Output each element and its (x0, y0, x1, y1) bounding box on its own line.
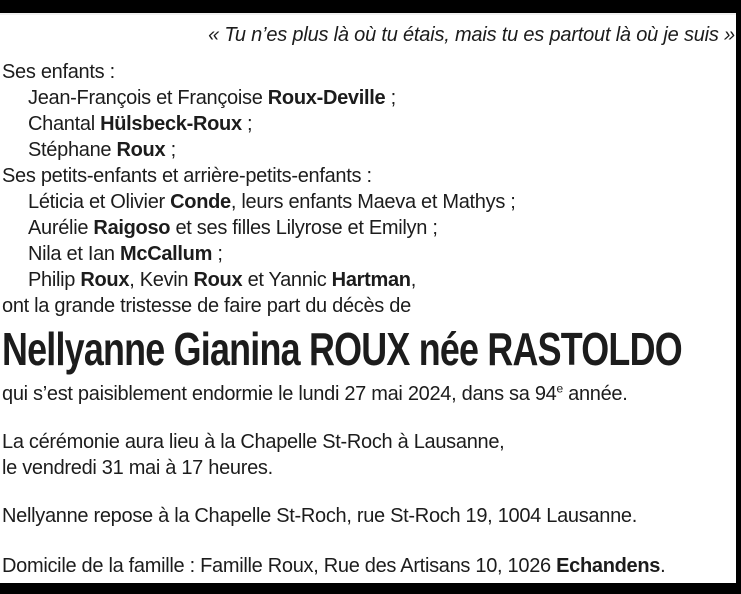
family-line: Chantal Hülsbeck-Roux ; (28, 113, 253, 135)
family-line: Nila et Ian McCallum ; (28, 243, 223, 265)
obituary-content (2, 13, 735, 579)
ceremony-line: le vendredi 31 mai à 17 heures. (2, 457, 273, 479)
family-line: Ses petits-enfants et arrière-petits-enfants : (2, 165, 372, 187)
repose-line: Nellyanne repose à la Chapelle St-Roch, rue St-Roch 19, 1004 Lausanne. (2, 505, 637, 527)
family-line: ont la grande tristesse de faire part du décès de (2, 295, 411, 317)
top-black-border (0, 0, 741, 13)
family-line: Jean-François et Françoise Roux-Deville ; (28, 87, 396, 109)
right-black-border (736, 0, 741, 594)
family-line: Léticia et Olivier Conde, leurs enfants Maeva et Mathys ; (28, 191, 516, 213)
ceremony-paragraph (2, 429, 735, 481)
family-address-line: Domicile de la famille : Famille Roux, Rue des Artisans 10, 1026 Echandens. (2, 555, 666, 577)
deceased-name: Nellyanne Gianina ROUX née RASTOLDO (2, 323, 682, 375)
family-line: Stéphane Roux ; (28, 139, 176, 161)
family-list (2, 59, 735, 319)
death-announcement-line: qui s’est paisiblement endormie le lundi 27 mai 2024, dans sa 94e année. (2, 381, 628, 405)
family-line: Ses enfants : (2, 61, 115, 83)
family-line: Philip Roux, Kevin Roux et Yannic Hartman, (28, 269, 416, 291)
bottom-black-border (0, 583, 741, 594)
memorial-quote: « Tu n’es plus là où tu étais, mais tu es partout là où je suis » (208, 24, 735, 46)
ceremony-line: La cérémonie aura lieu à la Chapelle St-Roch à Lausanne, (2, 431, 505, 453)
family-line: Aurélie Raigoso et ses filles Lilyrose et Emilyn ; (28, 217, 438, 239)
